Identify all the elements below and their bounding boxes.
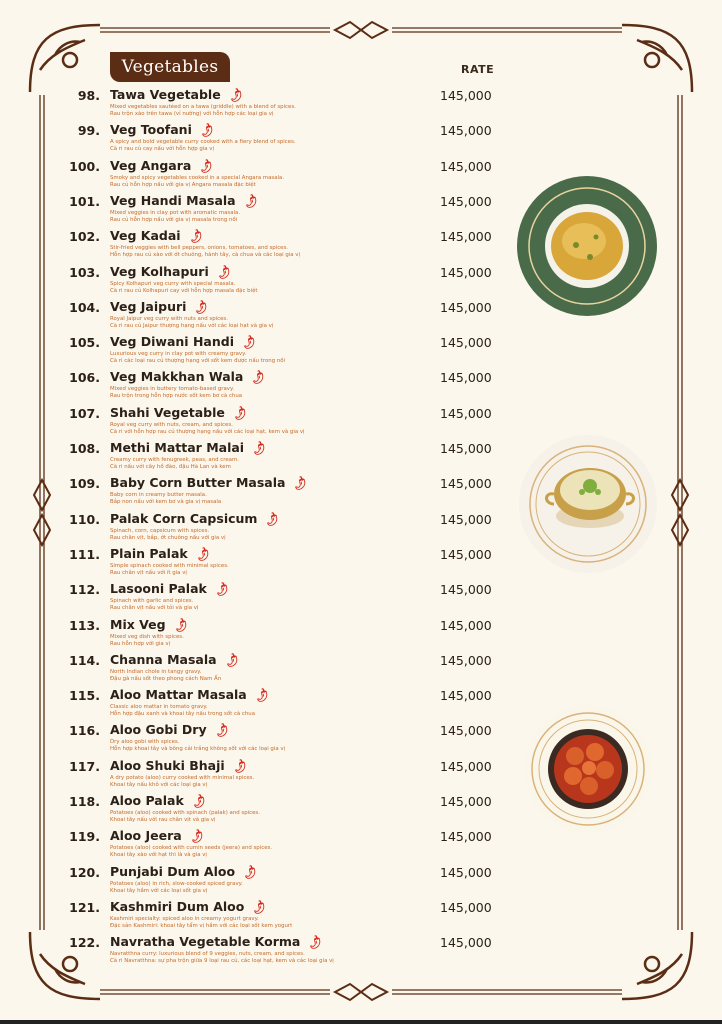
item-price: 145,000 bbox=[440, 123, 492, 139]
item-price: 145,000 bbox=[440, 405, 492, 421]
item-name: Veg Angara bbox=[110, 157, 192, 173]
item-description-en: Classic aloo mattar in tomato gravy. bbox=[110, 704, 208, 711]
chili-icon: 🌶 bbox=[250, 898, 269, 917]
item-description-en: Spinach, corn, capsicum with spices. bbox=[110, 527, 210, 534]
item-description-vi: Cà ri rau củ Jaipur thượng hạng nấu với các loại hạt và gia vị bbox=[110, 322, 274, 329]
chili-icon: 🌶 bbox=[241, 192, 260, 211]
item-price: 145,000 bbox=[440, 193, 492, 209]
item-description bbox=[110, 563, 229, 577]
item-description bbox=[110, 845, 272, 859]
item-price: 145,000 bbox=[440, 546, 492, 562]
item-price: 145,000 bbox=[440, 582, 492, 598]
item-name-wrap bbox=[110, 474, 310, 493]
item-number: 122. bbox=[69, 935, 100, 951]
item-description bbox=[110, 245, 300, 259]
bottom-edge-bar bbox=[0, 1020, 722, 1024]
chili-icon: 🌶 bbox=[230, 757, 249, 776]
item-description-en: A dry potato (aloo) curry cooked with minimal spices. bbox=[110, 774, 255, 781]
item-price: 145,000 bbox=[440, 935, 492, 951]
item-description-vi: Rau trộn trong hỗn hợp nước sốt kem bơ cà chua bbox=[110, 393, 243, 400]
item-price: 145,000 bbox=[440, 511, 492, 527]
item-description-vi: Rau củ hỗn hợp nấu với gia vị masala trong nồi bbox=[110, 216, 238, 223]
item-description-vi: Hỗn hợp đậu xanh và khoai tây nấu trong sốt cà chua bbox=[110, 711, 256, 718]
chili-icon: 🌶 bbox=[192, 298, 211, 317]
item-description-vi: Cà ri rau củ cay nấu với hỗn hợp gia vị bbox=[110, 146, 214, 153]
menu-item bbox=[0, 864, 722, 899]
item-number: 107. bbox=[69, 405, 100, 421]
item-number: 115. bbox=[69, 688, 100, 704]
item-description-en: Luxurious veg curry in clay pot with creamy gravy. bbox=[110, 351, 247, 358]
item-number: 113. bbox=[69, 617, 100, 633]
chili-icon: 🌶 bbox=[252, 686, 272, 705]
dish-photo-methi-malai bbox=[518, 434, 658, 574]
item-price: 145,000 bbox=[440, 794, 492, 809]
chili-icon: 🌶 bbox=[212, 721, 231, 741]
menu-item bbox=[0, 405, 722, 440]
menu-item bbox=[0, 617, 722, 652]
item-price: 145,000 bbox=[440, 335, 492, 351]
chili-icon: 🌶 bbox=[212, 580, 232, 599]
item-description bbox=[110, 669, 221, 683]
item-number: 98. bbox=[77, 88, 100, 103]
item-description-vi: Bắp non nấu với kem bơ và gia vị masala bbox=[110, 499, 222, 506]
item-description-vi: Khoai tây xào với hạt thì là và gia vị bbox=[110, 852, 207, 859]
item-name-wrap bbox=[110, 827, 206, 846]
chili-icon: 🌶 bbox=[239, 333, 259, 352]
item-name-wrap bbox=[110, 721, 231, 741]
item-name: Veg Handi Masala bbox=[110, 192, 236, 208]
item-number: 104. bbox=[69, 299, 100, 315]
item-number: 111. bbox=[69, 546, 100, 562]
item-name: Veg Kolhapuri bbox=[110, 263, 209, 279]
item-description-vi: Cà ri nấu với cây hồ đào, đậu Hà Lan và kem bbox=[110, 464, 231, 470]
chili-icon: 🌶 bbox=[222, 651, 241, 670]
item-name-wrap bbox=[110, 686, 272, 705]
item-name-wrap bbox=[110, 545, 213, 564]
item-name: Mix Veg bbox=[110, 616, 166, 632]
item-description-en: Spinach with garlic and spices. bbox=[110, 598, 194, 605]
item-description-en: A spicy and bold vegetable curry cooked with a fiery blend of spices. bbox=[110, 139, 296, 146]
item-description-vi: Rau hỗn hợp với gia vị bbox=[110, 640, 171, 647]
item-description bbox=[110, 916, 292, 930]
item-description-vi: Rau chân vịt nấu với ít gia vị bbox=[110, 569, 187, 576]
item-price: 145,000 bbox=[440, 617, 492, 633]
item-price: 145,000 bbox=[440, 476, 492, 492]
item-number: 117. bbox=[69, 758, 100, 774]
item-name: Veg Makkhan Wala bbox=[110, 369, 244, 385]
menu-item bbox=[0, 87, 722, 122]
item-name: Punjabi Dum Aloo bbox=[110, 863, 236, 879]
item-description-vi: Đặc sản Kashmiri: khoai tây tẩm vị hầm với các loại sốt kem yogurt bbox=[110, 922, 293, 929]
item-name-wrap bbox=[110, 262, 234, 282]
dish-photo-dum-aloo bbox=[523, 704, 653, 834]
chili-icon: 🌶 bbox=[197, 121, 217, 140]
item-description-en: Potatoes (aloo) cooked with spinach (palak) and spices. bbox=[110, 810, 260, 816]
item-description bbox=[110, 739, 285, 753]
item-number: 103. bbox=[69, 264, 100, 280]
item-description-vi: Khoai tây nấu khô với các loại gia vị bbox=[110, 781, 208, 788]
item-description bbox=[110, 634, 184, 648]
item-description bbox=[110, 492, 221, 506]
item-description-en: Mixed veggies in clay pot with aromatic masala. bbox=[110, 209, 241, 216]
item-name-wrap bbox=[110, 898, 269, 917]
item-price: 145,000 bbox=[440, 899, 492, 915]
chili-icon: 🌶 bbox=[214, 262, 234, 282]
item-description-vi: Rau chân vịt, bắp, ớt chuông nấu với gia vị bbox=[110, 534, 226, 541]
item-description-en: Simple spinach cooked with minimal spices. bbox=[110, 562, 229, 569]
item-number: 119. bbox=[69, 829, 100, 845]
item-price: 145,000 bbox=[440, 829, 492, 845]
item-description-en: Potatoes (aloo) cooked with cumin seeds (jeera) and spices. bbox=[110, 845, 273, 852]
item-description bbox=[110, 422, 305, 436]
item-name: Veg Jaipuri bbox=[110, 298, 187, 314]
item-name: Channa Masala bbox=[110, 651, 217, 667]
item-description-vi: Khoai tây hầm với các loại sốt gia vị bbox=[110, 887, 208, 894]
chili-icon: 🌶 bbox=[193, 545, 213, 564]
item-description-vi: Rau chân vịt nấu với tỏi và gia vị bbox=[110, 605, 199, 612]
item-description bbox=[110, 316, 273, 330]
item-name: Aloo Palak bbox=[110, 793, 184, 808]
item-name-wrap bbox=[110, 862, 260, 882]
item-name-wrap bbox=[110, 333, 259, 352]
item-description-vi: Cà ri với hỗn hợp rau củ thượng hạng nấu với các loại hạt, kem và gia vị bbox=[110, 428, 305, 435]
chili-icon: 🌶 bbox=[226, 86, 245, 105]
item-description bbox=[110, 775, 254, 789]
item-number: 106. bbox=[69, 370, 100, 386]
item-description bbox=[110, 175, 284, 189]
item-name-wrap bbox=[110, 86, 245, 105]
item-name: Veg Toofani bbox=[110, 122, 192, 138]
item-name: Veg Diwani Handi bbox=[110, 334, 234, 350]
item-description-vi: Rau trộn xào trên tawa (vỉ nướng) với hỗn hợp các loại gia vị bbox=[110, 111, 274, 117]
item-description-en: Navratthna curry: luxurious blend of 9 veggies, nuts, cream, and spices. bbox=[110, 951, 305, 958]
item-price: 145,000 bbox=[440, 299, 492, 315]
menu-item bbox=[0, 934, 722, 969]
item-name: Shahi Vegetable bbox=[110, 404, 225, 420]
item-name-wrap bbox=[110, 121, 217, 140]
item-price: 145,000 bbox=[440, 688, 492, 704]
item-description bbox=[110, 351, 285, 365]
dish-photo-yellow-curry bbox=[516, 175, 658, 317]
item-number: 121. bbox=[69, 899, 100, 915]
chili-icon: 🌶 bbox=[306, 933, 325, 952]
item-price: 145,000 bbox=[440, 723, 492, 739]
chili-icon: 🌶 bbox=[240, 862, 260, 882]
item-number: 101. bbox=[69, 193, 100, 209]
item-price: 145,000 bbox=[440, 864, 492, 880]
item-description-vi: Hỗn hợp khoai tây và bông cải trắng không sốt với các loại gia vị bbox=[110, 746, 286, 753]
menu-item bbox=[0, 899, 722, 934]
item-number: 114. bbox=[69, 652, 100, 668]
item-name-wrap bbox=[110, 933, 325, 952]
item-description-en: Stir-fried veggies with bell peppers, onions, tomatoes, and spices. bbox=[110, 245, 289, 252]
item-description-en: Royal veg curry with nuts, cream, and spices. bbox=[110, 421, 233, 428]
item-name: Aloo Mattar Masala bbox=[110, 687, 247, 703]
item-name: Baby Corn Butter Masala bbox=[110, 475, 286, 491]
item-price: 145,000 bbox=[440, 264, 492, 280]
item-name-wrap bbox=[110, 509, 282, 529]
item-description-vi: Cà ri rau củ Kolhapuri cay với hỗn hợp masala đặc biệt bbox=[110, 287, 258, 294]
item-name: Palak Corn Capsicum bbox=[110, 510, 258, 526]
item-name: Tawa Vegetable bbox=[110, 87, 221, 102]
item-description bbox=[110, 139, 296, 153]
item-description-en: Spicy Kolhapuri veg curry with special masala. bbox=[110, 280, 236, 287]
item-description bbox=[110, 528, 226, 542]
item-description bbox=[110, 704, 255, 718]
menu-item bbox=[0, 122, 722, 157]
item-number: 100. bbox=[69, 158, 100, 174]
item-description-en: Smoky and spicy vegetables cooked in a special Angara masala. bbox=[110, 174, 285, 181]
item-name: Aloo Gobi Dry bbox=[110, 722, 207, 738]
item-price: 145,000 bbox=[440, 441, 492, 456]
item-name: Plain Palak bbox=[110, 545, 188, 561]
item-description-en: Mixed veggies in buttery tomato-based gravy. bbox=[110, 386, 235, 393]
item-description-en: Royal Jaipur veg curry with nuts and spices. bbox=[110, 315, 228, 322]
item-description-en: Mixed veg dish with spices. bbox=[110, 633, 184, 640]
item-number: 118. bbox=[69, 794, 100, 809]
item-description bbox=[110, 386, 242, 400]
chili-icon: 🌶 bbox=[263, 509, 282, 529]
item-price: 145,000 bbox=[440, 370, 492, 386]
item-description-vi: Khoai tây nấu với rau chân vịt và gia vị bbox=[110, 817, 216, 823]
item-name: Aloo Shuki Bhaji bbox=[110, 757, 225, 773]
item-description-en: Potatoes (aloo) in rich, slow-cooked spiced gravy. bbox=[110, 880, 243, 887]
item-number: 120. bbox=[69, 864, 100, 880]
item-name-wrap bbox=[110, 615, 190, 635]
item-number: 102. bbox=[69, 229, 100, 245]
item-description-en: Dry aloo gobi with spices. bbox=[110, 739, 180, 746]
item-name-wrap bbox=[110, 792, 209, 811]
item-name: Navratha Vegetable Korma bbox=[110, 934, 301, 950]
chili-icon: 🌶 bbox=[171, 615, 190, 635]
item-description-vi: Hỗn hợp rau củ xào với ớt chuông, hành tây, cà chua và các loại gia vị bbox=[110, 252, 300, 259]
item-description bbox=[110, 951, 334, 965]
chili-icon: 🌶 bbox=[230, 404, 250, 423]
chili-icon: 🌶 bbox=[291, 474, 310, 493]
menu-item bbox=[0, 828, 722, 863]
item-description-vi: Cà ri các loại rau củ thượng hạng với sốt kem được nấu trong nồi bbox=[110, 358, 286, 365]
menu-item bbox=[0, 334, 722, 369]
item-description bbox=[110, 104, 296, 118]
item-price: 145,000 bbox=[440, 758, 492, 774]
item-number: 110. bbox=[69, 511, 100, 527]
chili-icon: 🌶 bbox=[197, 156, 216, 176]
item-description-en: Baby corn in creamy butter masala. bbox=[110, 492, 207, 499]
item-number: 105. bbox=[69, 335, 100, 351]
chili-icon: 🌶 bbox=[249, 439, 269, 458]
item-name: Lasooni Palak bbox=[110, 581, 207, 597]
item-price: 145,000 bbox=[440, 158, 492, 174]
item-number: 112. bbox=[69, 582, 100, 598]
item-description-vi: Rau củ hỗn hợp nấu với gia vị Angara masala đặc biệt bbox=[110, 181, 256, 188]
item-name-wrap bbox=[110, 580, 232, 599]
item-description bbox=[110, 457, 239, 471]
chili-icon: 🌶 bbox=[249, 368, 268, 388]
item-description bbox=[110, 210, 240, 224]
item-name-wrap bbox=[110, 368, 268, 388]
menu-item bbox=[0, 369, 722, 404]
item-description-en: Kashmiri specialty: spiced aloo in creamy yogurt gravy. bbox=[110, 915, 259, 922]
item-name: Aloo Jeera bbox=[110, 828, 182, 844]
item-name: Veg Kadai bbox=[110, 228, 181, 244]
menu-item bbox=[0, 581, 722, 616]
item-name-wrap bbox=[110, 404, 250, 423]
section-title-badge: Vegetables bbox=[110, 52, 230, 82]
chili-icon: 🌶 bbox=[186, 227, 205, 246]
item-number: 99. bbox=[77, 123, 100, 139]
item-name: Methi Mattar Malai bbox=[110, 440, 245, 455]
item-name-wrap bbox=[110, 192, 260, 211]
item-description-vi: Cà ri Navratthna: sự pha trộn giữa 9 loại rau củ, các loại hạt, kem và các loại gia vị bbox=[110, 958, 334, 965]
item-name: Kashmiri Dum Aloo bbox=[110, 898, 245, 914]
item-number: 116. bbox=[69, 723, 100, 739]
item-name-wrap bbox=[110, 757, 249, 776]
item-number: 109. bbox=[69, 476, 100, 492]
menu-item bbox=[0, 652, 722, 687]
rate-column-header: RATE bbox=[461, 63, 495, 76]
item-name-wrap bbox=[110, 298, 211, 317]
item-price: 145,000 bbox=[440, 88, 492, 103]
chili-icon: 🌶 bbox=[187, 827, 206, 846]
item-description bbox=[110, 598, 198, 612]
item-description bbox=[110, 881, 243, 895]
item-description bbox=[110, 810, 260, 824]
item-price: 145,000 bbox=[440, 652, 492, 668]
item-name-wrap bbox=[110, 156, 216, 176]
item-description-en: Mixed vegetables sautéed on a tawa (griddle) with a blend of spices. bbox=[110, 104, 296, 110]
item-description-en: Creamy curry with fenugreek, peas, and cream. bbox=[110, 457, 239, 463]
item-number: 108. bbox=[69, 441, 100, 456]
item-name-wrap bbox=[110, 227, 205, 246]
chili-icon: 🌶 bbox=[189, 792, 209, 811]
item-name-wrap bbox=[110, 651, 241, 670]
item-description-vi: Đậu gà nấu sốt theo phong cách Nam Ấn bbox=[110, 675, 222, 682]
item-price: 145,000 bbox=[440, 229, 492, 245]
item-description-en: North Indian chole in tangy gravy. bbox=[110, 668, 202, 675]
item-name-wrap bbox=[110, 439, 269, 458]
item-description bbox=[110, 281, 258, 295]
